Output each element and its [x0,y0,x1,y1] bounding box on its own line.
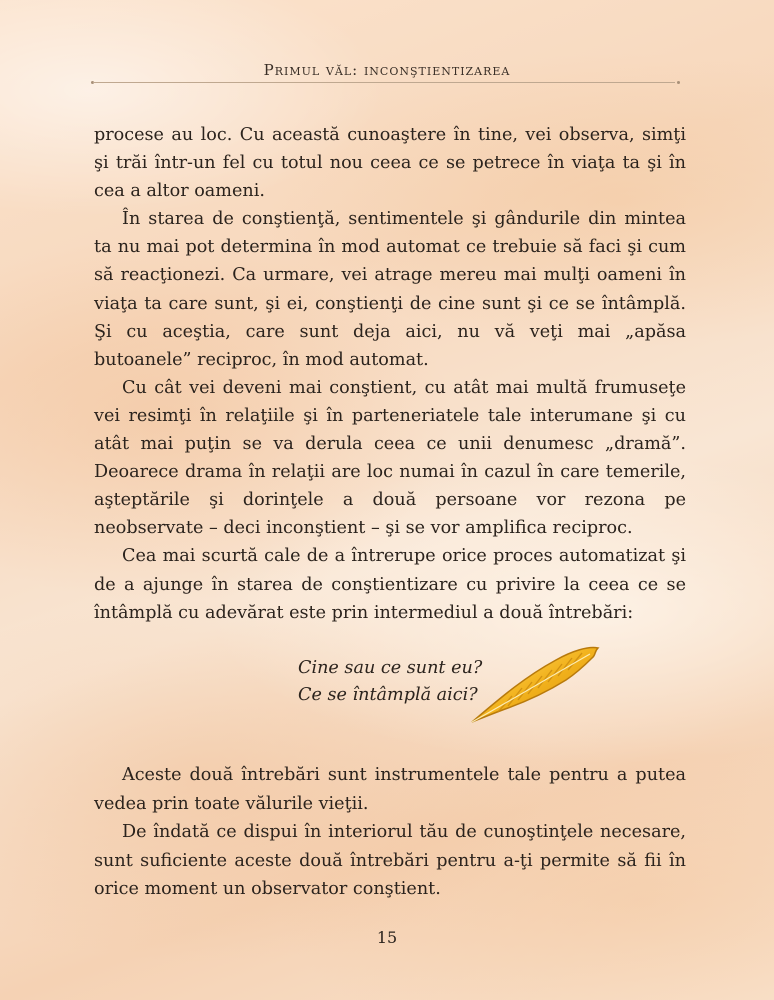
paragraph-3: Cu cât vei deveni mai conştient, cu atât mai multă frumuseţe vei resimţi în relaţiile şi în parteneriatele tale interumane şi cu atât mai puţin se va derula ceea ce unii denumesc „dramă”. Deoarece drama în relaţii are loc numai în cazul în care temerile, aşteptările şi dorinţele a două persoane vor rezona pe neobservate – deci inconştient – şi se vor amplifica reciproc. [94,377,686,539]
question-2: Ce se întâmplă aici? [298,685,478,705]
main-text [94,121,686,627]
question-1: Cine sau ce sunt eu? [298,658,483,678]
header-rule-dot-right [677,81,680,84]
paragraph-1: procese au loc. Cu această cunoaştere în tine, vei observa, simţi şi trăi într-un fel cu totul nou ceea ce se petrece în viaţa ta şi în cea a altor oameni. [94,125,686,202]
header-rule [93,82,675,83]
paragraph-4: Cea mai scurtă cale de a întrerupe orice proces automatizat şi de a ajunge în starea de conştientizare cu privire la ceea ce se întâmplă cu adevărat este prin intermediul a două întrebări: [94,546,686,623]
main-text-continued [94,761,686,904]
page-number: 15 [376,928,398,947]
running-header: Primul văl: inconştientizarea [263,61,511,79]
paragraph-5: Aceste două întrebări sunt instrumentele tale pentru a putea vedea prin toate vălurile vieţii. [94,765,686,814]
key-questions [298,655,482,709]
paragraph-6: De îndată ce dispui în interiorul tău de cunoştinţele necesare, sunt suficiente aceste două întrebări pentru a-ţi permite să fii în orice moment un observator conştient. [94,822,686,899]
paragraph-2: În starea de conştienţă, sentimentele şi gândurile din mintea ta nu mai pot determina în mod automat ce trebuie să faci şi cum să reacţionezi. Ca urmare, vei atrage mereu mai mulţi oameni în viaţa ta care sunt, şi ei, conştienţi de cine sunt şi ce se întâmplă. Şi cu aceştia, care sunt deja aici, nu vă veţi mai „apăsa butoanele” reciproc, în mod automat. [94,209,686,370]
golden-quill-icon [468,642,604,726]
